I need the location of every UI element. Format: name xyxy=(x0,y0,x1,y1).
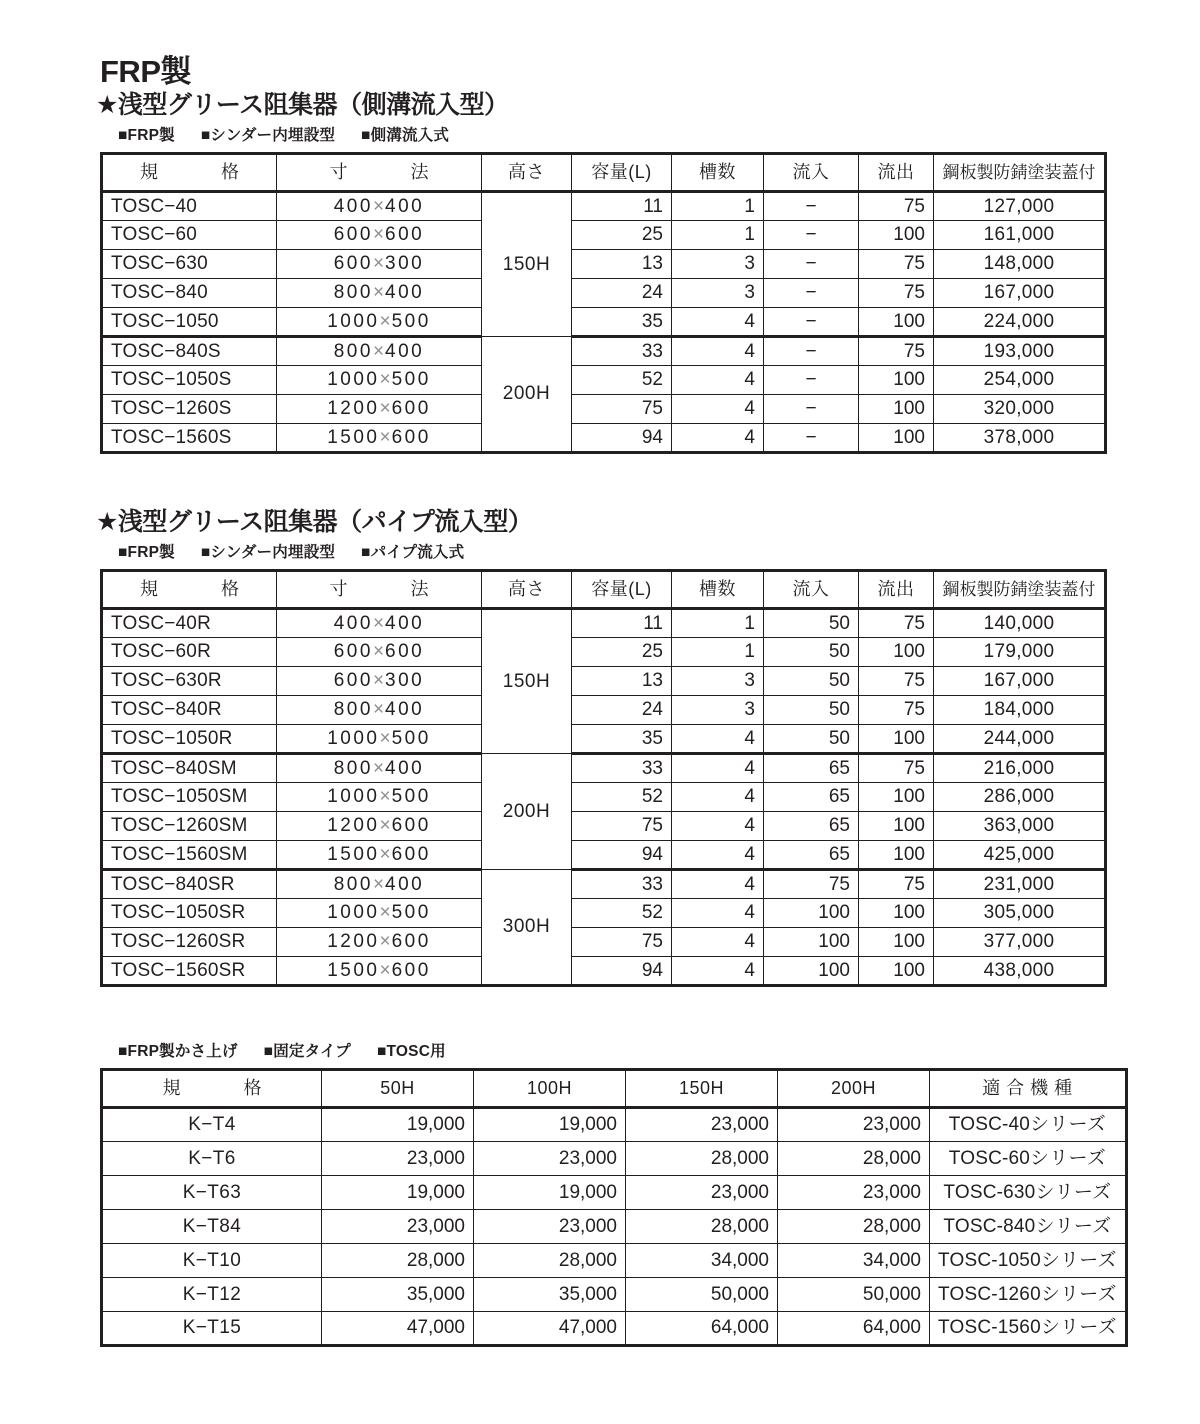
col-header-lid-price: 鋼板製防錆塗装蓋付 xyxy=(934,570,1106,608)
cell-model: K−T4 xyxy=(102,1107,322,1141)
cell-outlet: 100 xyxy=(859,898,934,927)
cell-price-100h: 23,000 xyxy=(474,1141,626,1175)
table-row xyxy=(102,1175,1127,1209)
section3-tags xyxy=(118,1039,1200,1061)
cell-capacity: 25 xyxy=(572,637,672,666)
cell-inlet: 50 xyxy=(764,637,859,666)
cell-inlet: − xyxy=(764,307,859,336)
cell-compatible-model: TOSC-840シリーズ xyxy=(930,1209,1127,1243)
cell-outlet: 100 xyxy=(859,220,934,249)
table-row xyxy=(102,666,1106,695)
cell-capacity: 33 xyxy=(572,869,672,898)
cell-inlet: 65 xyxy=(764,811,859,840)
cell-dimension: 1000×500 xyxy=(277,782,482,811)
cell-price: 320,000 xyxy=(934,394,1106,423)
table-row xyxy=(102,695,1106,724)
cell-outlet: 100 xyxy=(859,724,934,753)
table-row xyxy=(102,1311,1127,1345)
cell-tank-count: 4 xyxy=(672,927,764,956)
cell-inlet: − xyxy=(764,191,859,220)
cell-dimension: 1200×600 xyxy=(277,394,482,423)
cell-price: 244,000 xyxy=(934,724,1106,753)
cell-height: 200H xyxy=(482,753,572,869)
cell-capacity: 75 xyxy=(572,811,672,840)
cell-tank-count: 4 xyxy=(672,753,764,782)
table-row xyxy=(102,782,1106,811)
cell-model: K−T12 xyxy=(102,1277,322,1311)
cell-price-200h: 50,000 xyxy=(778,1277,930,1311)
cell-price-200h: 34,000 xyxy=(778,1243,930,1277)
cell-tank-count: 1 xyxy=(672,191,764,220)
cell-tank-count: 4 xyxy=(672,336,764,365)
spec-table-side-inlet xyxy=(100,152,1107,454)
cell-dimension: 1000×500 xyxy=(277,307,482,336)
cell-inlet: − xyxy=(764,394,859,423)
cell-capacity: 94 xyxy=(572,423,672,452)
cell-price: 148,000 xyxy=(934,249,1106,278)
cell-model: TOSC−1560SR xyxy=(102,956,277,985)
table3-body xyxy=(102,1107,1127,1345)
cell-model: TOSC−630R xyxy=(102,666,277,695)
cell-model: TOSC−40R xyxy=(102,608,277,637)
section1-tags xyxy=(118,123,1200,145)
cell-model: TOSC−60R xyxy=(102,637,277,666)
cell-outlet: 75 xyxy=(859,753,934,782)
col-header-height: 高さ xyxy=(482,570,572,608)
cell-outlet: 75 xyxy=(859,278,934,307)
cell-model: TOSC−1050SR xyxy=(102,898,277,927)
cell-capacity: 33 xyxy=(572,753,672,782)
cell-price: 231,000 xyxy=(934,869,1106,898)
section1-tag-0: ■FRP製 xyxy=(118,126,175,144)
cell-model: TOSC−1260S xyxy=(102,394,277,423)
section2-tag-0: ■FRP製 xyxy=(118,543,175,561)
section1-tag-2: ■側溝流入式 xyxy=(361,126,450,144)
table-row xyxy=(102,869,1106,898)
col-header-lid-price: 鋼板製防錆塗装蓋付 xyxy=(934,153,1106,191)
table2-header xyxy=(102,570,1106,608)
cell-tank-count: 4 xyxy=(672,898,764,927)
cell-tank-count: 4 xyxy=(672,394,764,423)
section3-tag-2: ■TOSC用 xyxy=(376,1042,446,1060)
cell-outlet: 75 xyxy=(859,695,934,724)
cell-height: 200H xyxy=(482,336,572,452)
cell-price: 224,000 xyxy=(934,307,1106,336)
cell-price: 286,000 xyxy=(934,782,1106,811)
table-row xyxy=(102,753,1106,782)
col-header-capacity: 容量(L) xyxy=(572,570,672,608)
cell-inlet: 65 xyxy=(764,782,859,811)
section2-tag-2: ■パイプ流入式 xyxy=(361,543,465,561)
cell-outlet: 100 xyxy=(859,811,934,840)
cell-dimension: 600×300 xyxy=(277,666,482,695)
cell-tank-count: 4 xyxy=(672,811,764,840)
cell-tank-count: 3 xyxy=(672,695,764,724)
cell-price-50h: 28,000 xyxy=(322,1243,474,1277)
section1-heading: ★浅型グリース阻集器（側溝流入型） xyxy=(96,91,509,120)
cell-capacity: 13 xyxy=(572,666,672,695)
cell-dimension: 600×600 xyxy=(277,637,482,666)
cell-inlet: − xyxy=(764,249,859,278)
cell-model: K−T84 xyxy=(102,1209,322,1243)
cell-price-50h: 47,000 xyxy=(322,1311,474,1345)
cell-capacity: 24 xyxy=(572,695,672,724)
cell-price: 161,000 xyxy=(934,220,1106,249)
col-header-outlet: 流出 xyxy=(859,570,934,608)
table-row xyxy=(102,336,1106,365)
col-header-inlet: 流入 xyxy=(764,153,859,191)
table-row xyxy=(102,1209,1127,1243)
cell-dimension: 1500×600 xyxy=(277,840,482,869)
cell-capacity: 35 xyxy=(572,724,672,753)
cell-dimension: 800×400 xyxy=(277,695,482,724)
cell-price: 167,000 xyxy=(934,278,1106,307)
cell-price-100h: 19,000 xyxy=(474,1107,626,1141)
cell-capacity: 52 xyxy=(572,365,672,394)
section1-tag-1: ■シンダー内埋設型 xyxy=(200,126,336,144)
cell-outlet: 100 xyxy=(859,927,934,956)
cell-dimension: 600×300 xyxy=(277,249,482,278)
cell-outlet: 100 xyxy=(859,394,934,423)
cell-inlet: 100 xyxy=(764,927,859,956)
cell-price-200h: 28,000 xyxy=(778,1209,930,1243)
col-header-tanks: 槽数 xyxy=(672,153,764,191)
cell-outlet: 100 xyxy=(859,840,934,869)
cell-tank-count: 1 xyxy=(672,220,764,249)
cell-price-50h: 23,000 xyxy=(322,1141,474,1175)
cell-height: 150H xyxy=(482,608,572,753)
cell-model: TOSC−1050S xyxy=(102,365,277,394)
table-row xyxy=(102,220,1106,249)
section3-tag-0: ■FRP製かさ上げ xyxy=(118,1042,238,1060)
cell-model: TOSC−840R xyxy=(102,695,277,724)
cell-price-150h: 28,000 xyxy=(626,1209,778,1243)
cell-dimension: 1000×500 xyxy=(277,365,482,394)
cell-model: TOSC−630 xyxy=(102,249,277,278)
cell-inlet: 50 xyxy=(764,695,859,724)
cell-capacity: 25 xyxy=(572,220,672,249)
cell-tank-count: 1 xyxy=(672,608,764,637)
table-row xyxy=(102,724,1106,753)
cell-compatible-model: TOSC-1260シリーズ xyxy=(930,1277,1127,1311)
cell-outlet: 75 xyxy=(859,249,934,278)
cell-outlet: 75 xyxy=(859,191,934,220)
table1-body xyxy=(102,191,1106,452)
cell-inlet: 50 xyxy=(764,666,859,695)
cell-outlet: 100 xyxy=(859,637,934,666)
section2-tag-1: ■シンダー内埋設型 xyxy=(200,543,336,561)
col-header-model: 規 格 xyxy=(102,153,277,191)
cell-price-150h: 23,000 xyxy=(626,1175,778,1209)
cell-inlet: − xyxy=(764,336,859,365)
cell-price: 193,000 xyxy=(934,336,1106,365)
cell-price: 363,000 xyxy=(934,811,1106,840)
cell-price: 167,000 xyxy=(934,666,1106,695)
cell-tank-count: 1 xyxy=(672,637,764,666)
cell-price-150h: 34,000 xyxy=(626,1243,778,1277)
cell-dimension: 400×400 xyxy=(277,191,482,220)
table-row xyxy=(102,365,1106,394)
table-row xyxy=(102,898,1106,927)
cell-tank-count: 4 xyxy=(672,782,764,811)
cell-dimension: 1000×500 xyxy=(277,724,482,753)
cell-price-150h: 28,000 xyxy=(626,1141,778,1175)
page-title: FRP製 xyxy=(100,54,191,89)
section3-tag-1: ■固定タイプ xyxy=(263,1042,351,1060)
cell-outlet: 100 xyxy=(859,423,934,452)
cell-price: 438,000 xyxy=(934,956,1106,985)
cell-inlet: − xyxy=(764,220,859,249)
table-row xyxy=(102,278,1106,307)
cell-tank-count: 4 xyxy=(672,840,764,869)
cell-dimension: 1500×600 xyxy=(277,423,482,452)
table-row xyxy=(102,1107,1127,1141)
cell-inlet: 75 xyxy=(764,869,859,898)
table2-body xyxy=(102,608,1106,985)
cell-inlet: − xyxy=(764,365,859,394)
cell-price-100h: 19,000 xyxy=(474,1175,626,1209)
cell-model: TOSC−840S xyxy=(102,336,277,365)
table-row xyxy=(102,811,1106,840)
cell-compatible-model: TOSC-1560シリーズ xyxy=(930,1311,1127,1345)
cell-price: 425,000 xyxy=(934,840,1106,869)
cell-model: TOSC−40 xyxy=(102,191,277,220)
table-row xyxy=(102,191,1106,220)
cell-price-50h: 19,000 xyxy=(322,1107,474,1141)
cell-price-100h: 23,000 xyxy=(474,1209,626,1243)
table-row xyxy=(102,1243,1127,1277)
col-header-outlet: 流出 xyxy=(859,153,934,191)
cell-dimension: 600×600 xyxy=(277,220,482,249)
cell-tank-count: 3 xyxy=(672,249,764,278)
cell-compatible-model: TOSC-1050シリーズ xyxy=(930,1243,1127,1277)
col-header-50h: 50H xyxy=(322,1069,474,1107)
cell-capacity: 94 xyxy=(572,956,672,985)
col-header-tanks: 槽数 xyxy=(672,570,764,608)
cell-tank-count: 4 xyxy=(672,365,764,394)
cell-capacity: 75 xyxy=(572,927,672,956)
col-header-model: 規 格 xyxy=(102,570,277,608)
cell-dimension: 1000×500 xyxy=(277,898,482,927)
cell-price-100h: 28,000 xyxy=(474,1243,626,1277)
cell-capacity: 94 xyxy=(572,840,672,869)
cell-inlet: 50 xyxy=(764,608,859,637)
cell-model: TOSC−1560S xyxy=(102,423,277,452)
cell-capacity: 35 xyxy=(572,307,672,336)
cell-outlet: 100 xyxy=(859,956,934,985)
col-header-inlet: 流入 xyxy=(764,570,859,608)
cell-price: 140,000 xyxy=(934,608,1106,637)
cell-outlet: 75 xyxy=(859,666,934,695)
cell-model: TOSC−1050 xyxy=(102,307,277,336)
cell-tank-count: 3 xyxy=(672,278,764,307)
col-header-dim: 寸 法 xyxy=(277,570,482,608)
cell-tank-count: 4 xyxy=(672,956,764,985)
cell-price: 378,000 xyxy=(934,423,1106,452)
cell-outlet: 75 xyxy=(859,608,934,637)
col-header-model: 規 格 xyxy=(102,1069,322,1107)
cell-tank-count: 4 xyxy=(672,869,764,898)
cell-price: 179,000 xyxy=(934,637,1106,666)
table-row xyxy=(102,637,1106,666)
col-header-capacity: 容量(L) xyxy=(572,153,672,191)
table1-header xyxy=(102,153,1106,191)
table-row xyxy=(102,394,1106,423)
col-header-dim: 寸 法 xyxy=(277,153,482,191)
cell-price-150h: 64,000 xyxy=(626,1311,778,1345)
cell-model: TOSC−60 xyxy=(102,220,277,249)
cell-model: TOSC−1260SM xyxy=(102,811,277,840)
cell-model: K−T15 xyxy=(102,1311,322,1345)
cell-tank-count: 3 xyxy=(672,666,764,695)
cell-capacity: 11 xyxy=(572,191,672,220)
cell-dimension: 400×400 xyxy=(277,608,482,637)
cell-tank-count: 4 xyxy=(672,724,764,753)
cell-tank-count: 4 xyxy=(672,307,764,336)
cell-model: K−T63 xyxy=(102,1175,322,1209)
table-row xyxy=(102,1277,1127,1311)
cell-dimension: 1200×600 xyxy=(277,811,482,840)
cell-capacity: 11 xyxy=(572,608,672,637)
cell-outlet: 100 xyxy=(859,307,934,336)
cell-price-50h: 35,000 xyxy=(322,1277,474,1311)
cell-model: TOSC−840SM xyxy=(102,753,277,782)
table-row xyxy=(102,307,1106,336)
cell-model: K−T10 xyxy=(102,1243,322,1277)
cell-inlet: 50 xyxy=(764,724,859,753)
cell-price-50h: 19,000 xyxy=(322,1175,474,1209)
section2-tags xyxy=(118,540,1200,562)
table-row xyxy=(102,249,1106,278)
cell-inlet: 65 xyxy=(764,840,859,869)
cell-price: 377,000 xyxy=(934,927,1106,956)
cell-price-100h: 35,000 xyxy=(474,1277,626,1311)
cell-inlet: 100 xyxy=(764,956,859,985)
cell-tank-count: 4 xyxy=(672,423,764,452)
cell-height: 300H xyxy=(482,869,572,985)
cell-capacity: 24 xyxy=(572,278,672,307)
cell-dimension: 800×400 xyxy=(277,753,482,782)
cell-model: K−T6 xyxy=(102,1141,322,1175)
cell-price: 184,000 xyxy=(934,695,1106,724)
cell-outlet: 100 xyxy=(859,782,934,811)
cell-height: 150H xyxy=(482,191,572,336)
cell-model: TOSC−1560SM xyxy=(102,840,277,869)
cell-compatible-model: TOSC-60シリーズ xyxy=(930,1141,1127,1175)
cell-capacity: 13 xyxy=(572,249,672,278)
cell-model: TOSC−1050SM xyxy=(102,782,277,811)
table-row xyxy=(102,423,1106,452)
cell-capacity: 52 xyxy=(572,898,672,927)
cell-compatible-model: TOSC-630シリーズ xyxy=(930,1175,1127,1209)
table-row xyxy=(102,956,1106,985)
col-header-100h: 100H xyxy=(474,1069,626,1107)
cell-price-150h: 23,000 xyxy=(626,1107,778,1141)
col-header-compatible: 適 合 機 種 xyxy=(930,1069,1127,1107)
cell-price: 127,000 xyxy=(934,191,1106,220)
cell-inlet: − xyxy=(764,423,859,452)
cell-inlet: 65 xyxy=(764,753,859,782)
cell-outlet: 75 xyxy=(859,336,934,365)
table-row xyxy=(102,608,1106,637)
col-header-150h: 150H xyxy=(626,1069,778,1107)
cell-model: TOSC−840 xyxy=(102,278,277,307)
cell-capacity: 52 xyxy=(572,782,672,811)
cell-dimension: 800×400 xyxy=(277,278,482,307)
cell-capacity: 33 xyxy=(572,336,672,365)
cell-model: TOSC−1050R xyxy=(102,724,277,753)
cell-price-200h: 28,000 xyxy=(778,1141,930,1175)
col-header-height: 高さ xyxy=(482,153,572,191)
cell-outlet: 75 xyxy=(859,869,934,898)
cell-price: 254,000 xyxy=(934,365,1106,394)
cell-dimension: 800×400 xyxy=(277,869,482,898)
cell-price-200h: 23,000 xyxy=(778,1107,930,1141)
cell-model: TOSC−840SR xyxy=(102,869,277,898)
cell-dimension: 1500×600 xyxy=(277,956,482,985)
cell-dimension: 800×400 xyxy=(277,336,482,365)
spec-table-pipe-inlet xyxy=(100,569,1107,987)
cell-capacity: 75 xyxy=(572,394,672,423)
cell-model: TOSC−1260SR xyxy=(102,927,277,956)
spec-table-riser xyxy=(100,1068,1128,1347)
cell-price: 216,000 xyxy=(934,753,1106,782)
table3-header xyxy=(102,1069,1127,1107)
cell-price-100h: 47,000 xyxy=(474,1311,626,1345)
cell-outlet: 100 xyxy=(859,365,934,394)
cell-inlet: − xyxy=(764,278,859,307)
cell-price-200h: 64,000 xyxy=(778,1311,930,1345)
cell-compatible-model: TOSC-40シリーズ xyxy=(930,1107,1127,1141)
table-row xyxy=(102,840,1106,869)
table-row xyxy=(102,1141,1127,1175)
cell-price-200h: 23,000 xyxy=(778,1175,930,1209)
cell-price: 305,000 xyxy=(934,898,1106,927)
section2-heading: ★浅型グリース阻集器（パイプ流入型） xyxy=(96,507,533,536)
cell-price-150h: 50,000 xyxy=(626,1277,778,1311)
cell-inlet: 100 xyxy=(764,898,859,927)
cell-dimension: 1200×600 xyxy=(277,927,482,956)
cell-price-50h: 23,000 xyxy=(322,1209,474,1243)
table-row xyxy=(102,927,1106,956)
col-header-200h: 200H xyxy=(778,1069,930,1107)
